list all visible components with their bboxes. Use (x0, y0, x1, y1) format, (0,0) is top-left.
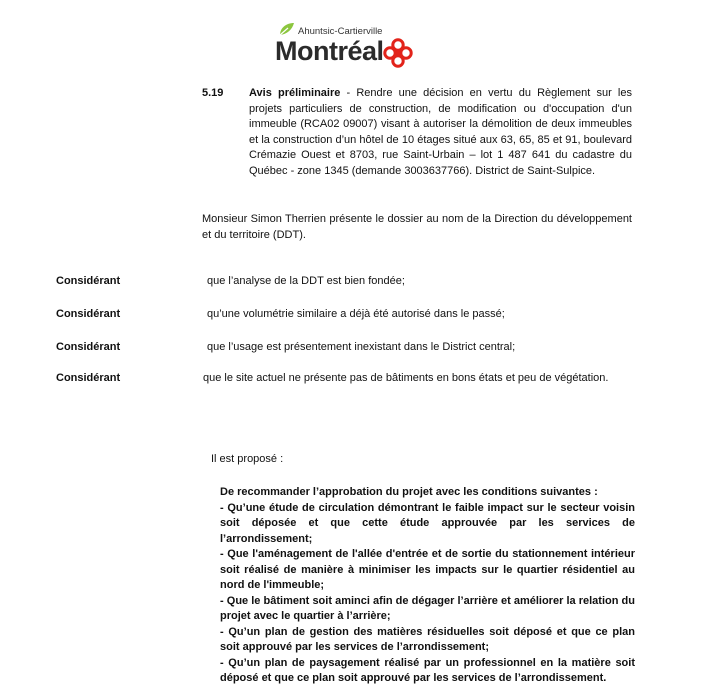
consideration-row (0, 341, 726, 357)
conditions-heading: De recommander l’approbation du projet avec les conditions suivantes : (220, 486, 598, 498)
consideration-label: Considérant (56, 275, 121, 287)
presenter-paragraph: Monsieur Simon Therrien présente le dossier au nom de la Direction du développement et du territoire (DDT). (202, 213, 632, 241)
item-title: Avis préliminaire (249, 87, 341, 99)
consideration-label: Considérant (56, 341, 121, 353)
consideration-label: Considérant (56, 308, 121, 320)
leaf-icon (278, 22, 296, 36)
borough-name: Ahuntsic-Cartierville (298, 26, 383, 37)
condition-item: - Que l'aménagement de l'allée d'entrée et de sortie du stationnement intérieur soit réalisé de manière à minimiser les impacts sur le quartier résidentiel au nord de l'immeuble; (220, 548, 635, 591)
condition-item: - Que le bâtiment soit aminci afin de dégager l’arrière et améliorer la relation du projet avec le quartier à l’arrière; (220, 594, 635, 622)
montreal-logo (275, 22, 425, 74)
item-body: - Rendre une décision en vertu du Règlement sur les projets particuliers de construction, de modification ou d'occupation d'un immeuble (RCA02 09007) visant à autoriser la démolition de deux immeubles et la construction d’un hôtel de 10 étages situé aux 63, 65, 85 et 91, boulevard Crémazie Ouest et 8703, rue Saint-Urbain – lot 1 487 641 du cadastre du Québec - zone 1345 (demande 3003637766). District de Saint-Sulpice. (249, 87, 632, 177)
rosette-icon (383, 38, 413, 68)
consideration-text: que l’usage est présentement inexistant dans le District central; (207, 341, 516, 353)
consideration-text: que le site actuel ne présente pas de bâtiments en bons états et peu de végétation. (203, 372, 609, 384)
city-name: Montréal (275, 36, 384, 66)
condition-item: - Qu’un plan de paysagement réalisé par un professionnel en la matière soit déposé et que ce plan soit approuvé par les services de l’arrondissement. (220, 656, 635, 684)
proposal-conditions (220, 485, 635, 687)
consideration-text: que l’analyse de la DDT est bien fondée; (207, 275, 405, 287)
condition-item: - Qu’une étude de circulation démontrant le faible impact sur le secteur voisin soit déposée et que cette étude approuvée par les services de l’arrondissement; (220, 501, 635, 545)
item-number: 5.19 (202, 87, 224, 99)
consideration-row (0, 372, 726, 388)
condition-item: - Qu’un plan de gestion des matières résiduelles soit déposé et que ce plan soit approuvé par les services de l’arrondissement; (220, 625, 635, 653)
proposal-intro: Il est proposé : (211, 453, 284, 465)
consideration-row (0, 275, 726, 291)
consideration-label: Considérant (56, 372, 121, 384)
item-description (249, 86, 632, 179)
consideration-text: qu’une volumétrie similaire a déjà été autorisé dans le passé; (207, 308, 505, 320)
consideration-row (0, 308, 726, 324)
